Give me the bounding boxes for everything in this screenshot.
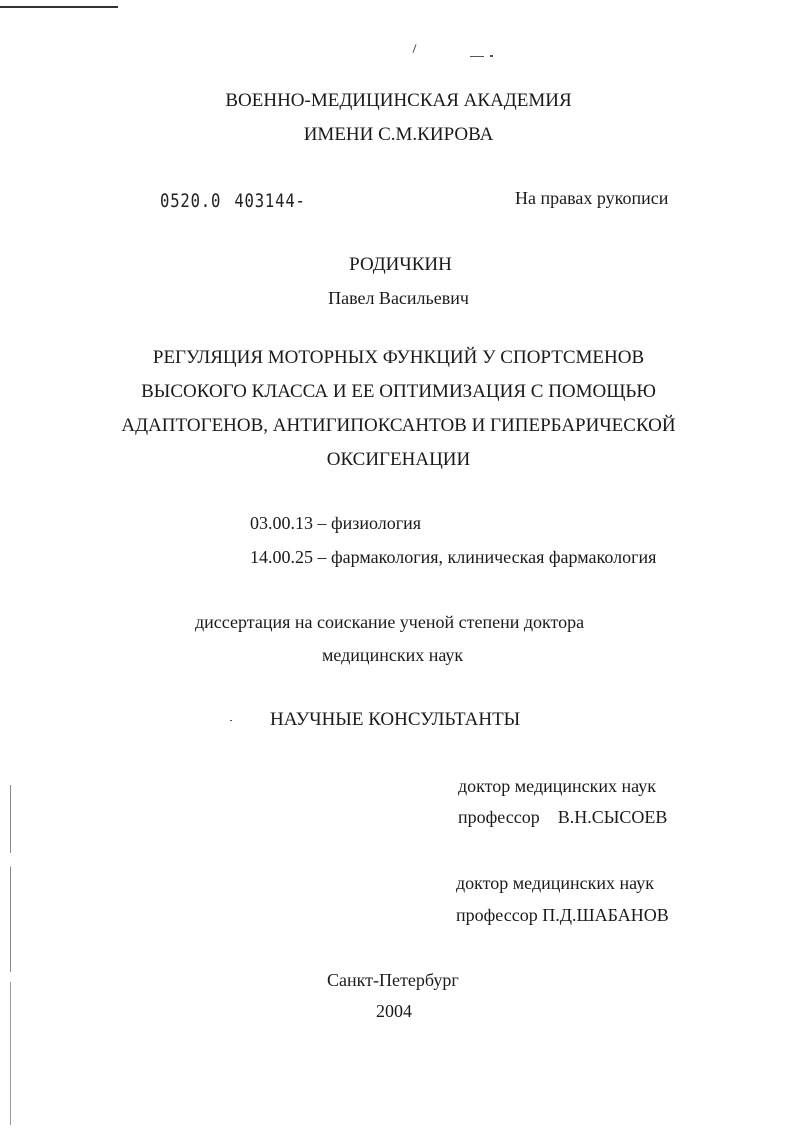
dissertation-line-1: диссертация на соискание ученой степени доктора [195,612,585,632]
year: 2004 [376,1001,412,1021]
title-line-4: ОКСИГЕНАЦИИ [326,449,471,470]
catalog-number [160,190,306,212]
consultant-1-degree: доктор медицинских наук [458,776,656,796]
manuscript-note: На правах рукописи [515,188,669,208]
consultant-1-name: профессор В.Н.СЫСОЕВ [458,807,668,827]
title-line-3: АДАПТОГЕНОВ, АНТИГИПОКСАНТОВ И ГИПЕРБАРИЧЕСКОЙ [121,415,676,436]
dissertation-line-2: медицинских наук [322,645,464,665]
catalog-number-part1: 0520.0 [160,190,222,212]
academy-name-line1: ВОЕННО-МЕДИЦИНСКАЯ АКАДЕМИЯ [225,90,572,111]
scan-artifact-line [0,6,118,8]
scan-artifact-mark [412,44,416,53]
consultant-2-degree: доктор медицинских наук [456,873,654,893]
academy-name-line2: ИМЕНИ С.М.КИРОВА [303,124,494,145]
title-line-2: ВЫСОКОГО КЛАССА И ЕЕ ОПТИМИЗАЦИЯ С ПОМОЩЬЮ [141,381,656,402]
catalog-number-part2: 403144- [234,190,306,212]
specialty-physiology: 03.00.13 – физиология [250,513,422,533]
city: Санкт-Петербург [327,970,459,990]
scan-artifact-mark [230,720,232,721]
author-surname: РОДИЧКИН [349,254,452,275]
scan-artifact-edge [10,785,11,1125]
author-given-names: Павел Васильевич [328,288,469,308]
consultant-2-name: профессор П.Д.ШАБАНОВ [456,905,669,925]
scan-artifact-mark [490,55,493,57]
scan-artifact-mark [470,56,484,57]
consultants-heading: НАУЧНЫЕ КОНСУЛЬТАНТЫ [270,709,521,730]
specialty-pharmacology: 14.00.25 – фармакология, клиническая фармакология [250,547,657,567]
title-line-1: РЕГУЛЯЦИЯ МОТОРНЫХ ФУНКЦИЙ У СПОРТСМЕНОВ [152,347,645,368]
